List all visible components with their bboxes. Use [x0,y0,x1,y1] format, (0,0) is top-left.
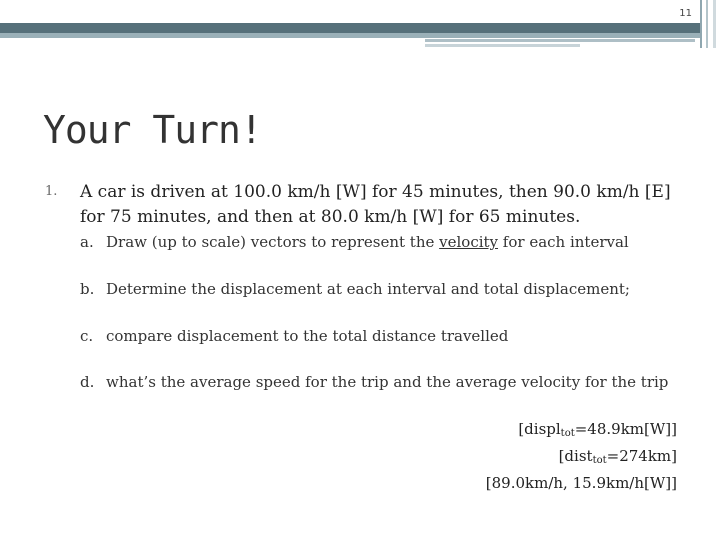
problem-number: 1. [45,184,58,199]
header-accent-bar [425,39,695,42]
answer-distance-prefix: [dist [558,447,593,465]
answer-distance [486,445,677,472]
part-a-text-after: for each interval [498,233,629,251]
part-a-text-before: Draw (up to scale) vectors to represent the [106,233,440,251]
part-c-text: compare displacement to the total distance travelled [106,327,509,345]
answer-displacement [486,418,677,445]
header-vertical-line [713,0,716,48]
part-a-underlined-term: velocity [439,233,499,251]
part-b-text: Determine the displacement at each interval and total displacement; [106,280,630,298]
part-letter: a. [80,233,94,251]
answer-displacement-prefix: [displ [518,420,561,438]
answer-block [486,418,677,495]
answer-speed-velocity: [89.0km/h, 15.9km/h[W]] [485,474,677,492]
problem-statement: A car is driven at 100.0 km/h [W] for 45 minutes, then 90.0 km/h [E] for 75 minutes, and then at 80.0 km/h [W] for 65 minutes. [80,182,671,227]
part-a [80,233,629,251]
page-number: 11 [679,8,692,19]
part-d [80,373,668,391]
answer-displacement-subscript: tot [560,428,575,439]
part-c [80,327,508,345]
part-letter: b. [80,280,95,298]
header-bar-light [0,33,700,38]
header-bar-dark [0,23,700,33]
slide-title: Your Turn! [43,108,262,152]
header-vertical-line [700,0,702,48]
part-b [80,280,630,298]
header-accent-bar-short [425,44,580,47]
part-letter: c. [80,327,94,345]
answer-distance-subscript: tot [592,455,607,466]
part-d-text: what’s the average speed for the trip and the average velocity for the trip [106,373,669,391]
answer-distance-value: =274km] [606,447,677,465]
part-letter: d. [80,373,95,391]
header-vertical-line [706,0,708,48]
answer-displacement-value: =48.9km[W]] [574,420,677,438]
